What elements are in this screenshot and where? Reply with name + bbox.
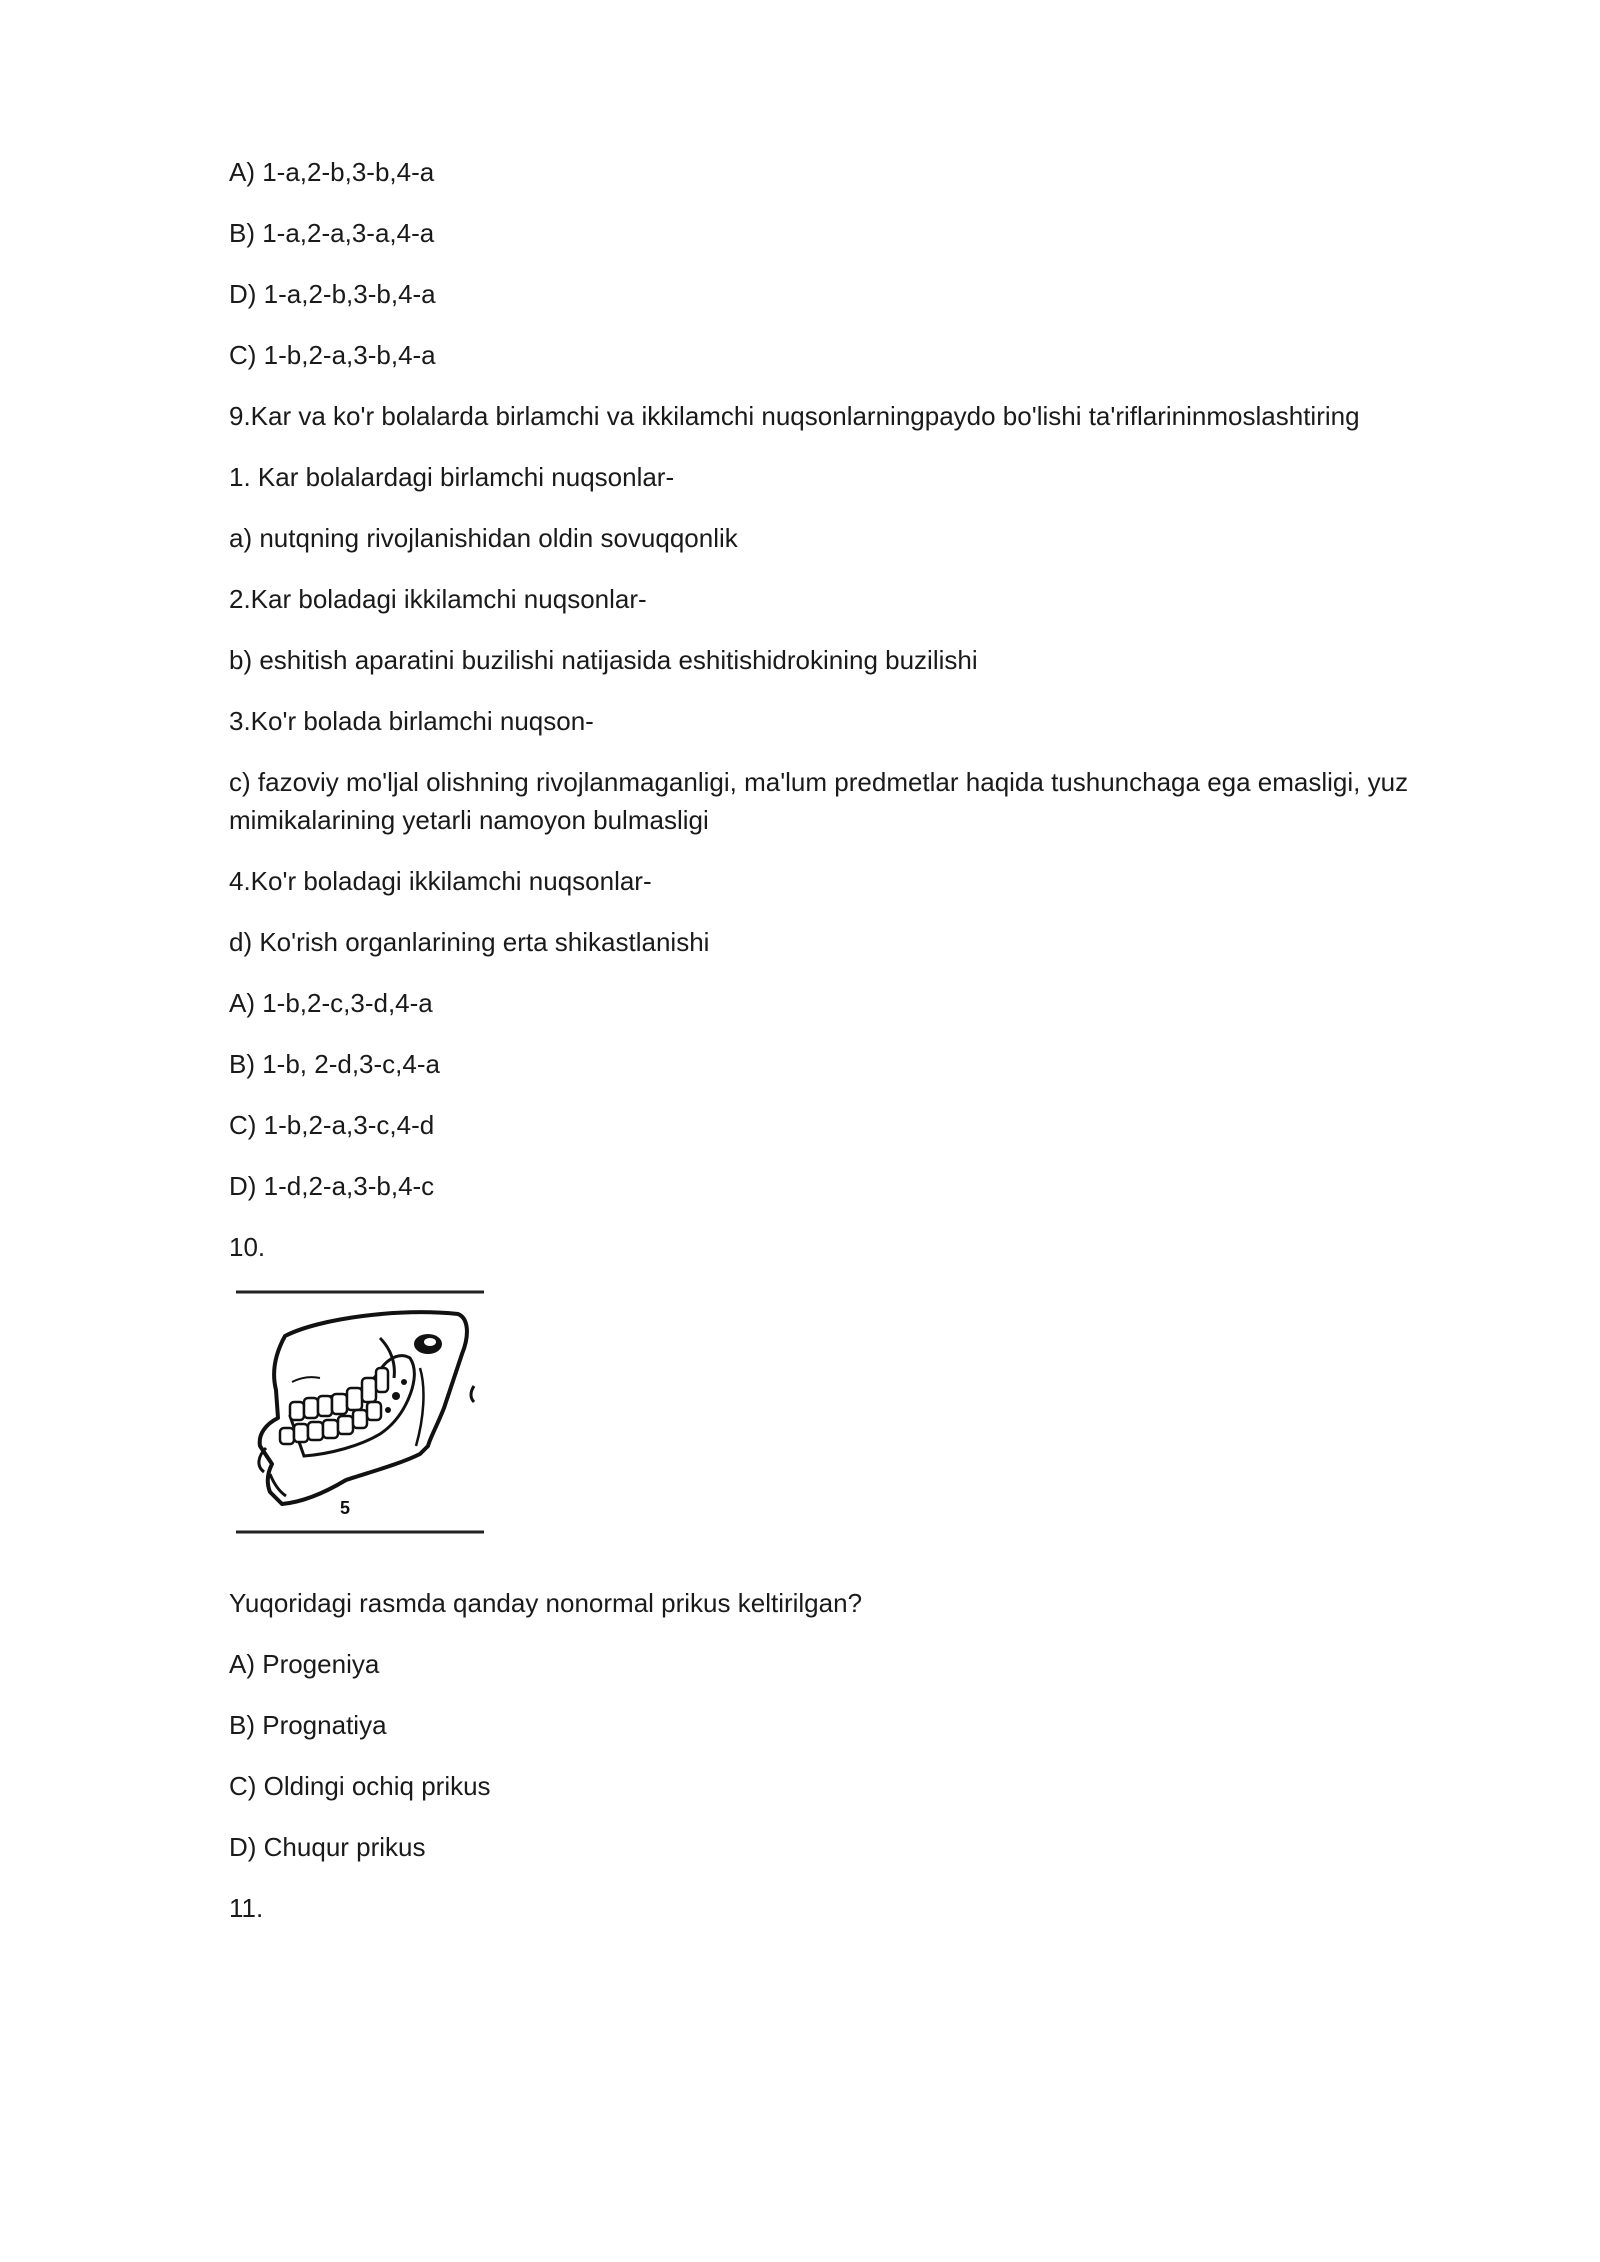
q9-item-1: 1. Kar bolalardagi birlamchi nuqsonlar- [229,462,675,492]
q8-answer-c: C) 1-b,2-a,3-b,4-a [229,340,436,370]
jaw-skull-illustration [230,1278,490,1538]
q10-answer-d: D) Chuqur prikus [229,1832,426,1862]
q9-answer-a: A) 1-b,2-c,3-d,4-a [229,988,433,1018]
q10-question: Yuqoridagi rasmda qanday nonormal prikus keltirilgan? [229,1588,863,1618]
jaw-skull-figure [230,1278,490,1538]
q9-definition-a: a) nutqning rivojlanishidan oldin sovuqqonlik [229,523,738,553]
q8-answer-d: D) 1-a,2-b,3-b,4-a [229,279,436,309]
q10-answer-a: A) Progeniya [229,1649,380,1679]
q9-answer-b: B) 1-b, 2-d,3-c,4-a [229,1049,440,1079]
q9-definition-d: d) Ko'rish organlarining erta shikastlanishi [229,927,710,957]
q8-answer-a: A) 1-a,2-b,3-b,4-a [229,157,435,187]
q9-definition-b: b) eshitish aparatini buzilishi natijasida eshitishidrokining buzilishi [229,645,978,675]
figure-label: 5 [340,1498,351,1518]
q9-definition-c: c) fazoviy mo'ljal olishning rivojlanmaganligi, ma'lum predmetlar haqida tushunchaga ega emasligi, yuz mimikalarining yetarli namoyon bulmasligi [229,767,1409,835]
q11-number: 11. [229,1893,264,1923]
q9-item-3: 3.Ko'r bolada birlamchi nuqson- [229,706,594,736]
q10-answer-b: B) Prognatiya [229,1710,387,1740]
q9-item-2: 2.Kar boladagi ikkilamchi nuqsonlar- [229,584,647,614]
q8-answer-b: B) 1-a,2-a,3-a,4-a [229,218,435,248]
q9-question: 9.Kar va ko'r bolalarda birlamchi va ikkilamchi nuqsonlarningpaydo bo'lishi ta'riflarininmoslashtiring [229,401,1360,431]
q9-answer-c: C) 1-b,2-a,3-c,4-d [229,1110,435,1140]
q10-number: 10. [229,1232,266,1262]
q9-answer-d: D) 1-d,2-a,3-b,4-c [229,1171,435,1201]
q9-item-4: 4.Ko'r boladagi ikkilamchi nuqsonlar- [229,866,652,896]
q10-answer-c: C) Oldingi ochiq prikus [229,1771,491,1801]
